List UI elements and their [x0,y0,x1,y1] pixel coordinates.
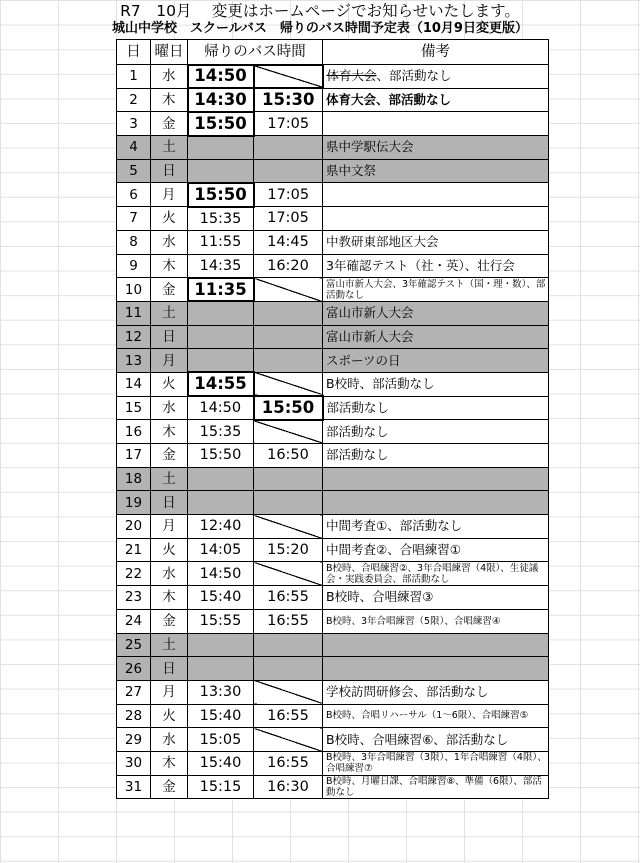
bus-time-2: 14:45 [254,230,323,254]
bus-time-2: 16:55 [254,609,323,633]
weekday-cell: 土 [151,136,188,160]
day-cell: 23 [117,586,151,610]
schedule-row [117,420,549,444]
note-cell [323,301,549,325]
note-text: 体育大会、部活動なし [326,92,452,108]
note-text: 3年確認テスト（社・英）、壮行会 [326,257,515,273]
bus-time-2 [254,349,323,373]
bus-time-1: 14:50 [188,396,254,420]
note-cell [323,704,549,728]
bus-time-2 [254,159,323,183]
day-cell: 31 [117,775,151,799]
note-text: B校時、月曜日課、合唱練習⑧、準備（6限）、部活動なし [326,775,542,798]
schedule-row [117,112,549,136]
day-cell: 28 [117,704,151,728]
bus-time-1: 15:50 [188,444,254,468]
bus-time-2: 16:55 [254,704,323,728]
bus-time-1: 13:30 [188,680,254,704]
bus-time-1: 15:40 [188,704,254,728]
schedule-title: 城山中学校 スクールバス 帰りのバス時間予定表（10月9日変更版） [112,21,528,36]
day-cell: 2 [117,88,151,112]
schedule-row [117,728,549,752]
note-text: 県中文祭 [326,163,377,179]
schedule-row [117,136,549,160]
day-cell: 29 [117,728,151,752]
note-cell [323,633,549,657]
schedule-row [117,491,549,515]
note-cell [323,680,549,704]
note-cell [323,728,549,752]
col-header-bus-time: 帰りのバス時間 [188,40,323,65]
day-cell: 12 [117,325,151,349]
weekday-cell: 木 [151,88,188,112]
note-cell [323,230,549,254]
schedule-row [117,467,549,491]
day-cell: 10 [117,278,151,302]
schedule-row [117,88,549,112]
schedule-row [117,562,549,586]
bus-time-1 [188,136,254,160]
schedule-row [117,657,549,681]
bus-schedule-table [116,39,549,799]
weekday-cell: 金 [151,609,188,633]
weekday-cell: 月 [151,349,188,373]
bus-time-1: 15:35 [188,420,254,444]
bus-time-1 [188,467,254,491]
bus-time-1: 15:40 [188,586,254,610]
schedule-row [117,586,549,610]
note-cell [323,751,549,775]
bus-time-1 [188,301,254,325]
note-text: 中間考査①、部活動なし [326,518,463,534]
bus-time-2: 17:05 [254,183,323,207]
note-text: B校時、合唱リハーサル（1～6限）、合唱練習⑤ [326,710,529,722]
bus-time-2 [254,372,323,396]
bus-time-1: 15:15 [188,775,254,799]
bus-time-2 [254,325,323,349]
note-cell [323,491,549,515]
weekday-cell: 水 [151,396,188,420]
note-cell [323,112,549,136]
day-cell: 20 [117,515,151,539]
bus-time-1: 14:30 [188,88,254,112]
bus-time-2: 16:55 [254,586,323,610]
weekday-cell: 日 [151,491,188,515]
note-cell [323,65,549,89]
bus-time-1: 11:55 [188,230,254,254]
schedule-row [117,278,549,302]
day-cell: 30 [117,751,151,775]
weekday-cell: 土 [151,301,188,325]
weekday-cell: 金 [151,775,188,799]
note-cell [323,562,549,586]
schedule-row [117,396,549,420]
note-text: 県中学駅伝大会 [326,139,414,155]
bus-time-1 [188,633,254,657]
bus-time-2 [254,515,323,539]
weekday-cell: 金 [151,278,188,302]
note-text: 中教研東部地区大会 [326,234,439,250]
bus-time-2 [254,728,323,752]
day-cell: 4 [117,136,151,160]
bus-time-1 [188,349,254,373]
bus-time-2 [254,65,323,89]
note-text: 部活動なし [326,447,389,463]
weekday-cell: 水 [151,230,188,254]
schedule-row [117,704,549,728]
note-cell [323,538,549,562]
weekday-cell: 火 [151,538,188,562]
day-cell: 27 [117,680,151,704]
bus-time-1: 11:35 [188,278,254,302]
note-cell [323,207,549,231]
bus-time-2 [254,301,323,325]
note-cell [323,88,549,112]
day-cell: 25 [117,633,151,657]
note-cell [323,278,549,302]
day-cell: 13 [117,349,151,373]
bus-time-1 [188,657,254,681]
weekday-cell: 土 [151,467,188,491]
note-cell [323,396,549,420]
schedule-row [117,680,549,704]
bus-time-1: 14:50 [188,562,254,586]
note-cell [323,349,549,373]
weekday-cell: 日 [151,325,188,349]
weekday-cell: 木 [151,751,188,775]
day-cell: 22 [117,562,151,586]
weekday-cell: 金 [151,444,188,468]
day-cell: 3 [117,112,151,136]
bus-time-2 [254,562,323,586]
note-text: B校時、3年合唱練習（5限）、合唱練習④ [326,615,501,627]
bus-time-2: 16:30 [254,775,323,799]
day-cell: 11 [117,301,151,325]
bus-time-2: 17:05 [254,112,323,136]
day-cell: 21 [117,538,151,562]
weekday-cell: 水 [151,728,188,752]
schedule-row [117,159,549,183]
weekday-cell: 金 [151,112,188,136]
day-cell: 19 [117,491,151,515]
schedule-row [117,65,549,89]
note-cell [323,372,549,396]
day-cell: 8 [117,230,151,254]
note-cell [323,420,549,444]
note-text: B校時、合唱練習⑥、部活動なし [326,731,509,747]
bus-time-2: 16:55 [254,751,323,775]
weekday-cell: 水 [151,562,188,586]
bus-time-1: 15:50 [188,112,254,136]
day-cell: 16 [117,420,151,444]
note-text: 、部活動なし [376,68,452,84]
note-cell [323,609,549,633]
note-text: 学校訪問研修会、部活動なし [326,684,489,700]
bus-time-2 [254,633,323,657]
day-cell: 14 [117,372,151,396]
note-cell [323,586,549,610]
bus-time-2 [254,136,323,160]
bus-time-2 [254,420,323,444]
day-cell: 6 [117,183,151,207]
schedule-row [117,515,549,539]
note-text: 部活動なし [326,399,390,415]
day-cell: 18 [117,467,151,491]
note-cell [323,657,549,681]
notice-line: R7 10月 変更はホームページでお知らせいたします。 [120,2,520,20]
weekday-cell: 火 [151,704,188,728]
bus-time-2: 15:20 [254,538,323,562]
bus-time-2 [254,278,323,302]
note-text: 富山市新人大会、3年確認テスト（国・理・数）、部活動なし [326,278,546,301]
day-cell: 26 [117,657,151,681]
note-text: B校時、部活動なし [326,376,435,392]
day-cell: 5 [117,159,151,183]
bus-time-2 [254,491,323,515]
bus-time-2: 16:50 [254,444,323,468]
note-cell [323,467,549,491]
day-cell: 1 [117,65,151,89]
schedule-row [117,207,549,231]
weekday-cell: 火 [151,207,188,231]
bus-time-1: 12:40 [188,515,254,539]
day-cell: 24 [117,609,151,633]
schedule-row [117,609,549,633]
note-text: 中間考査②、合唱練習① [326,542,461,558]
bus-time-1: 14:50 [188,65,254,89]
schedule-row [117,301,549,325]
bus-time-1: 15:50 [188,183,254,207]
weekday-cell: 土 [151,633,188,657]
note-cell [323,444,549,468]
weekday-cell: 日 [151,657,188,681]
col-header-weekday: 曜日 [151,40,188,65]
schedule-row [117,372,549,396]
schedule-row [117,183,549,207]
note-cell [323,775,549,799]
bus-time-1 [188,325,254,349]
note-text: B校時、合唱練習②、3年合唱練習（4限）、生徒議会・実践委員会、部活動なし [326,562,539,585]
schedule-row [117,538,549,562]
day-cell: 17 [117,444,151,468]
day-cell: 7 [117,207,151,231]
weekday-cell: 月 [151,680,188,704]
note-cell [323,515,549,539]
weekday-cell: 木 [151,254,188,278]
note-cell [323,159,549,183]
schedule-row [117,751,549,775]
bus-time-1: 14:55 [188,372,254,396]
bus-time-2 [254,467,323,491]
note-cell [323,325,549,349]
note-text: 部活動なし [326,423,389,439]
note-cell [323,136,549,160]
bus-time-2: 15:30 [254,88,323,112]
note-text: スポーツの日 [326,352,401,368]
bus-time-1: 15:35 [188,207,254,231]
bus-time-1: 14:05 [188,538,254,562]
weekday-cell: 木 [151,586,188,610]
bus-time-1: 14:35 [188,254,254,278]
schedule-row [117,349,549,373]
day-cell: 9 [117,254,151,278]
schedule-row [117,775,549,799]
note-cell [323,254,549,278]
day-cell: 15 [117,396,151,420]
weekday-cell: 日 [151,159,188,183]
bus-time-1: 15:40 [188,751,254,775]
col-header-day: 日 [117,40,151,65]
schedule-row [117,633,549,657]
bus-time-1: 15:05 [188,728,254,752]
bus-time-2: 15:50 [254,396,323,420]
weekday-cell: 月 [151,515,188,539]
schedule-row [117,254,549,278]
bus-time-1: 15:55 [188,609,254,633]
note-text: B校時、3年合唱練習（3限）、1年合唱練習（4限）、合唱練習⑦ [326,752,547,775]
bus-time-2: 16:20 [254,254,323,278]
bus-time-2: 17:05 [254,207,323,231]
weekday-cell: 水 [151,65,188,89]
schedule-row [117,230,549,254]
header-row [117,40,549,65]
bus-time-2 [254,657,323,681]
note-text: 富山市新人大会 [326,328,414,344]
col-header-notes: 備考 [323,40,549,65]
bus-time-2 [254,680,323,704]
weekday-cell: 月 [151,183,188,207]
bus-time-1 [188,491,254,515]
note-text: 富山市新人大会 [326,305,414,321]
struck-note-text: 体育大会 [326,68,377,84]
bus-time-1 [188,159,254,183]
weekday-cell: 火 [151,372,188,396]
note-text: B校時、合唱練習③ [326,589,434,605]
schedule-row [117,325,549,349]
note-cell [323,183,549,207]
schedule-row [117,444,549,468]
weekday-cell: 木 [151,420,188,444]
